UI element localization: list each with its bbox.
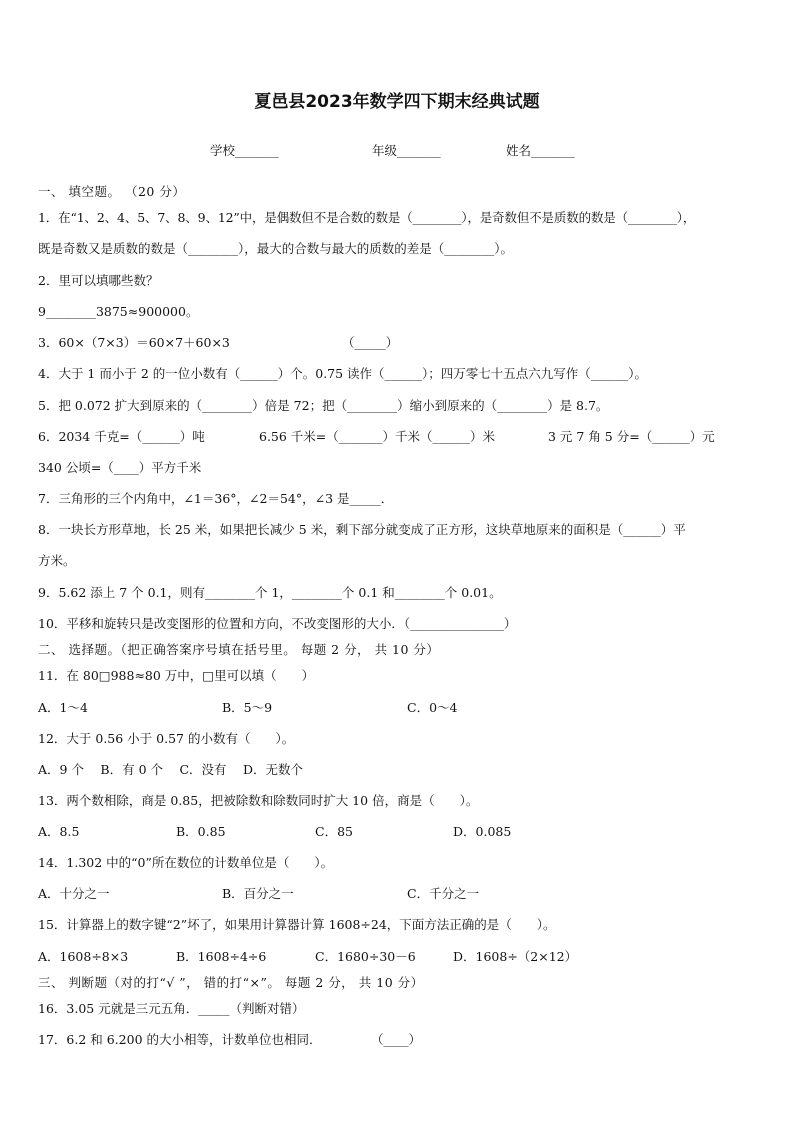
question-13-option-a: A．8.5: [38, 824, 80, 839]
question-15-option-d: D．1608÷（2×12）: [453, 949, 578, 964]
question-11: 11．在 80□988≈80 万中，□里可以填（ ）: [38, 668, 315, 683]
section-fill-in-heading: 一、 填空题。 （20 分）: [38, 184, 186, 199]
question-6-part-3: 3 元 7 角 5 分=（______）元: [548, 429, 715, 444]
question-13-option-b: B．0.85: [176, 824, 226, 839]
grade-field: 年级_______: [372, 143, 441, 158]
school-field: 学校_______: [210, 143, 279, 158]
question-6-part-1: 6．2034 千克=（______）吨: [38, 429, 205, 444]
question-14-option-c: C．千分之一: [407, 886, 480, 901]
question-1-line-2: 既是奇数又是质数的数是（________），最大的合数与最大的质数的差是（________）。: [38, 241, 514, 256]
question-13-option-c: C．85: [315, 824, 353, 839]
question-11-option-b: B．5～9: [222, 700, 273, 715]
question-17-answer-blank: （____）: [371, 1032, 422, 1047]
name-field: 姓名_______: [506, 143, 575, 158]
question-10: 10．平移和旋转只是改变图形的位置和方向，不改变图形的大小．（_______________）: [38, 616, 517, 631]
question-15-option-c: C．1680÷30－6: [315, 949, 416, 964]
question-5: 5．把 0.072 扩大到原来的（________）倍是 72；把（________）缩小到原来的（________）是 8.7。: [38, 398, 609, 413]
question-12-options: A．9 个 B．有 0 个 C．没有 D．无数个: [38, 762, 304, 777]
question-14: 14．1.302 中的“0”所在数位的计数单位是（ ）。: [38, 855, 334, 870]
question-13-option-d: D．0.085: [453, 824, 512, 839]
question-8-line-1: 8．一块长方形草地，长 25 米，如果把长减少 5 米，剩下部分就变成了正方形，这块草地原来的面积是（______）平: [38, 522, 686, 537]
question-8-line-2: 方米。: [38, 553, 76, 568]
question-12: 12．大于 0.56 小于 0.57 的小数有（ ）。: [38, 731, 295, 746]
question-17: 17．6.2 和 6.200 的大小相等，计数单位也相同．: [38, 1032, 322, 1047]
page-title: 夏邑县2023年数学四下期末经典试题: [254, 92, 540, 112]
question-13: 13．两个数相除，商是 0.85，把被除数和除数同时扩大 10 倍，商是（ ）。: [38, 793, 479, 808]
question-14-option-b: B．百分之一: [222, 886, 294, 901]
question-6-part-4: 340 公顷=（____）平方千米: [38, 460, 202, 475]
question-14-option-a: A．十分之一: [38, 886, 110, 901]
question-6-part-2: 6.56 千米=（_______）千米（______）米: [259, 429, 496, 444]
question-9: 9．5.62 添上 7 个 0.1，则有________个 1，________个 0.1 和________个 0.01。: [38, 585, 502, 600]
section-multiple-choice-heading: 二、 选择题。（把正确答案序号填在括号里。 每题 2 分， 共 10 分）: [38, 642, 440, 657]
question-7: 7．三角形的三个内角中，∠1＝36°，∠2＝54°，∠3 是_____．: [38, 491, 394, 506]
question-2: 2．里可以填哪些数？: [38, 273, 159, 288]
question-3: 3．60×（7×3）＝60×7＋60×3: [38, 335, 230, 350]
question-15: 15．计算器上的数字键“2”坏了，如果用计算器计算 1608÷24，下面方法正确的是（ ）。: [38, 917, 556, 932]
question-15-option-b: B．1608÷4÷6: [176, 949, 267, 964]
question-16: 16．3.05 元就是三元五角．_____（判断对错）: [38, 1001, 305, 1016]
question-11-option-c: C．0～4: [407, 700, 458, 715]
question-15-option-a: A．1608÷8×3: [38, 949, 129, 964]
question-4: 4．大于 1 而小于 2 的一位小数有（______）个。0.75 读作（______）；四万零七十五点六九写作（______）。: [38, 366, 648, 381]
section-true-false-heading: 三、 判断题（对的打“√ ”， 错的打“×”。 每题 2 分， 共 10 分）: [38, 975, 424, 990]
question-1-line-1: 1．在“1、2、4、5、7、8、9、12”中，是偶数但不是合数的数是（________），是奇数但不是质数的数是（________），: [38, 210, 696, 225]
question-2-blank: 9________3875≈900000。: [38, 304, 199, 319]
question-3-answer-blank: （_____）: [342, 335, 399, 350]
question-11-option-a: A．1～4: [38, 700, 88, 715]
